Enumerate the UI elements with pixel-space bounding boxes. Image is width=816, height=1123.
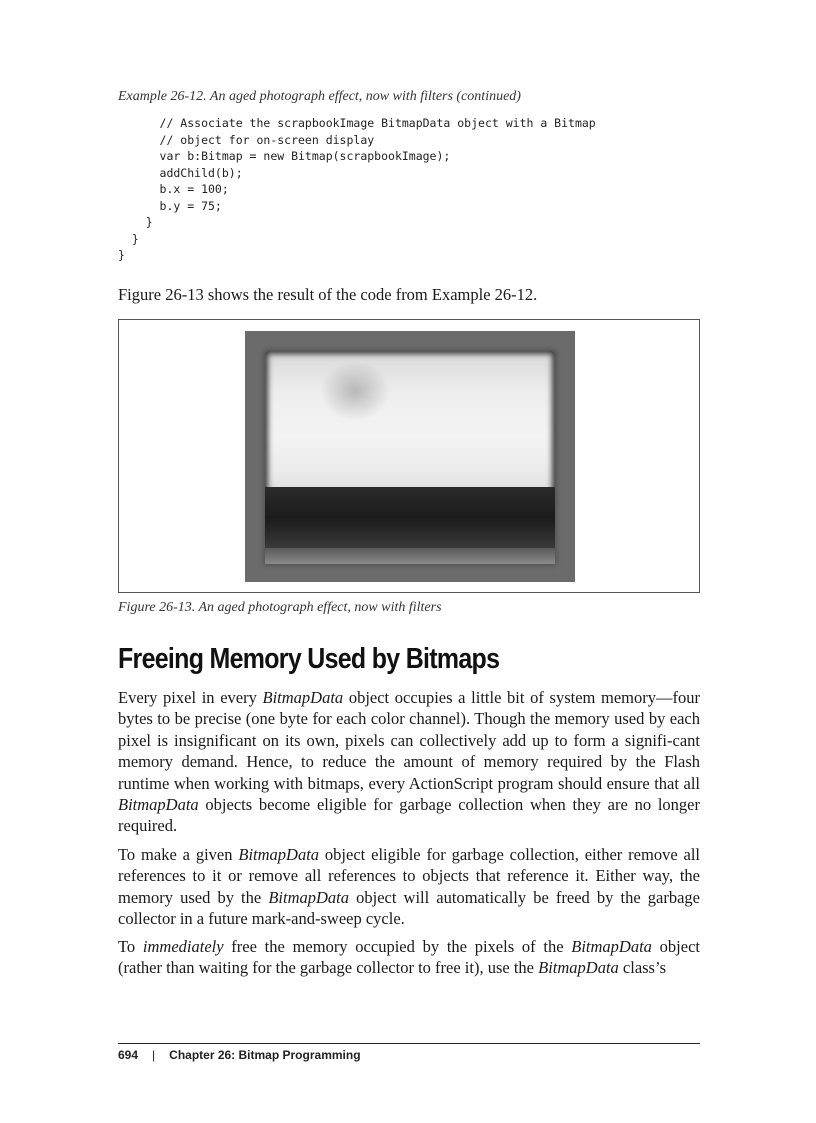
photo-treeline [265,487,555,549]
emphasis: immediately [142,937,224,956]
section-heading: Freeing Memory Used by Bitmaps [118,643,500,675]
example-caption: Example 26-12. An aged photograph effect, now with filters (continued) [118,89,521,104]
text-run: Every pixel in every [118,688,263,707]
class-name: BitmapData [238,845,320,864]
text-run: objects become eligible for garbage collection when they are no longer required. [118,795,700,836]
paragraph-1 [118,687,700,837]
paragraph-3 [118,936,700,979]
class-name: BitmapData [118,795,199,815]
class-name: BitmapData [571,937,652,956]
chapter-title: Chapter 26: Bitmap Programming [169,1048,361,1062]
text-run: class’s [618,958,666,978]
aged-photo-image [265,351,555,564]
text-run: object eligible for garbage collection, either remove all references to it or remove all references to objects that reference it. Either way, the memory used by the [118,845,701,907]
page-footer [118,1048,361,1062]
class-name: BitmapData [262,688,344,707]
class-name: BitmapData [268,887,349,907]
photo-smudge [320,361,390,421]
paragraph-2 [118,844,700,930]
aged-photo-background [245,331,575,582]
figure-caption: Figure 26-13. An aged photograph effect, now with filters [118,600,442,615]
footer-separator: | [152,1048,156,1062]
text-run: free the memory occupied by the pixels of the [223,937,572,956]
text-run: To [118,937,143,956]
figure-frame [118,319,700,593]
footer-rule [118,1043,700,1044]
text-run: object (rather than waiting for the garbage collector to free it), use the [118,937,700,978]
class-name: BitmapData [538,958,619,978]
text-run: object will automatically be freed by the garbage collector in a future mark-and-sweep cycle. [118,887,700,929]
page-number: 694 [118,1048,139,1062]
photo-foreground [265,548,555,564]
code-listing: // Associate the scrapbookImage BitmapData object with a Bitmap // object for on-screen display var b:Bitmap = new Bitmap(scrapbookImage); addChild(b); b.x = 100; b.y = 75; } } } [118,116,596,262]
text-run: object occupies a little bit of system memory—four bytes to be precise (one byte for each color channel). Though the memory used by each pixel is insignificant on its own, pixels can collectively add up to form a signifi-cant memory demand. Hence, to reduce the amount of memory required by the Flash runtime when working with bitmaps, every ActionScript program should ensure that all [118,688,700,793]
figure-intro-text: Figure 26-13 shows the result of the code from Example 26-12. [118,285,538,304]
text-run: To make a given [118,845,239,864]
